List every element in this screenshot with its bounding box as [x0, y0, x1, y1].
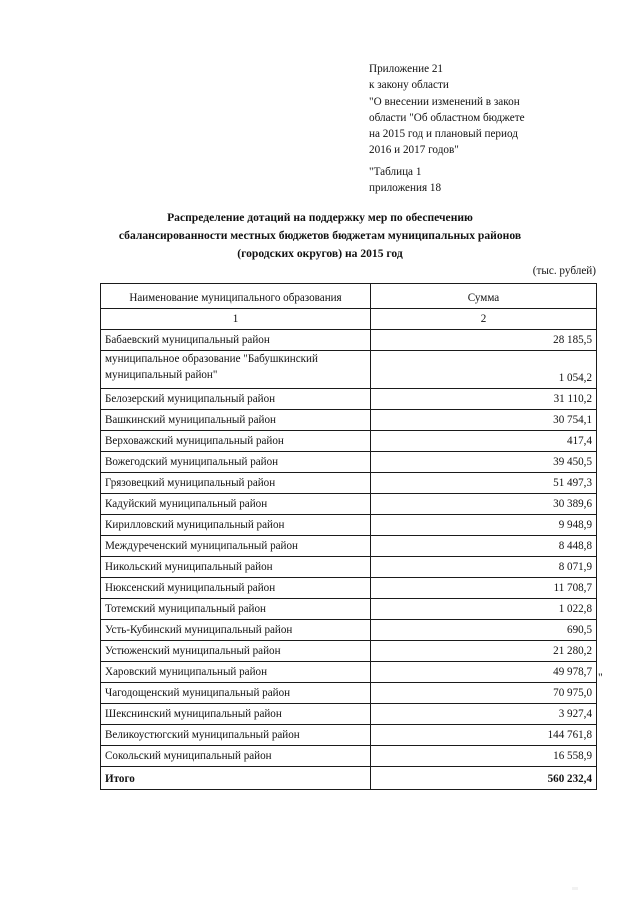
table-row: [101, 389, 597, 410]
municipality-sum: 30 389,6: [371, 494, 597, 515]
municipality-sum: 31 110,2: [371, 389, 597, 410]
municipality-sum: 1 022,8: [371, 599, 597, 620]
column-number-2: 2: [371, 309, 597, 330]
units-note: (тыс. рублей): [532, 265, 596, 277]
table-row: [101, 683, 597, 704]
municipality-sum: 39 450,5: [371, 452, 597, 473]
table-row: [101, 578, 597, 599]
table-row: [101, 536, 597, 557]
municipality-name: Вашкинский муниципальный район: [101, 410, 371, 431]
municipality-name: Усть-Кубинский муниципальный район: [101, 620, 371, 641]
table-row: [101, 473, 597, 494]
table-row: [101, 351, 597, 389]
header-line-appendix: Приложение 21: [369, 63, 444, 75]
municipality-sum: 21 280,2: [371, 641, 597, 662]
page-title: [72, 209, 568, 263]
municipality-sum: 70 975,0: [371, 683, 597, 704]
municipality-name: Верховажский муниципальный район: [101, 431, 371, 452]
municipality-sum: 8 071,9: [371, 557, 597, 578]
title-line-3: (городских округов) на 2015 год: [237, 247, 403, 260]
municipality-sum: 3 927,4: [371, 704, 597, 725]
table-row: [101, 330, 597, 351]
municipality-sum: 16 558,9: [371, 746, 597, 767]
municipality-sum: 49 978,7: [371, 662, 597, 683]
scan-artifact: [572, 887, 578, 890]
title-line-1: Распределение дотаций на поддержку мер по обеспечению: [167, 211, 473, 224]
table-row: [101, 515, 597, 536]
municipality-sum: 28 185,5: [371, 330, 597, 351]
table-row: [101, 746, 597, 767]
municipality-sum: 9 948,9: [371, 515, 597, 536]
municipality-name: Вожегодский муниципальный район: [101, 452, 371, 473]
column-header-1: Наименование муниципального образования: [101, 284, 371, 309]
municipality-name: Тотемский муниципальный район: [101, 599, 371, 620]
table-row: [101, 620, 597, 641]
header-line-table: "Таблица 1: [369, 165, 422, 178]
municipality-name: Бабаевский муниципальный район: [101, 330, 371, 351]
municipality-sum: 1 054,2: [371, 351, 597, 389]
header-line-amend-2: области "Об областном бюджете: [369, 111, 525, 124]
total-sum: 560 232,4: [371, 767, 597, 790]
table-row: [101, 431, 597, 452]
municipality-sum: 144 761,8: [371, 725, 597, 746]
document-header-block: [369, 61, 619, 196]
table-row: [101, 452, 597, 473]
header-line-law: к закону области: [369, 79, 449, 92]
column-number-1: 1: [101, 309, 371, 330]
table-row: [101, 410, 597, 431]
allocation-table-body: [101, 284, 597, 790]
municipality-name: муниципальное образование "Бабушкинский муниципальный район": [101, 351, 371, 389]
allocation-table-wrapper: [100, 283, 596, 790]
municipality-sum: 51 497,3: [371, 473, 597, 494]
header-line-amend-4: 2016 и 2017 годов": [369, 144, 459, 157]
municipality-name: Никольский муниципальный район: [101, 557, 371, 578]
municipality-name: Кирилловский муниципальный район: [101, 515, 371, 536]
municipality-name: Кадуйский муниципальный район: [101, 494, 371, 515]
municipality-sum: 11 708,7: [371, 578, 597, 599]
total-label: Итого: [101, 767, 371, 790]
municipality-sum: 30 754,1: [371, 410, 597, 431]
table-row: [101, 494, 597, 515]
municipality-name: Чагодощенский муниципальный район: [101, 683, 371, 704]
municipality-sum: 690,5: [371, 620, 597, 641]
table-total-row: [101, 767, 597, 790]
header-line-amend-1: "О внесении изменений в закон: [369, 95, 520, 108]
title-line-2: сбалансированности местных бюджетов бюджетам муниципальных районов: [118, 229, 522, 242]
table-row: [101, 704, 597, 725]
table-row: [101, 557, 597, 578]
table-row: [101, 641, 597, 662]
municipality-name: Сокольский муниципальный район: [101, 746, 371, 767]
header-line-amend-3: на 2015 год и плановый период: [369, 128, 518, 141]
table-row: [101, 725, 597, 746]
header-line-table-appendix: приложения 18: [369, 182, 442, 195]
municipality-name: Междуреченский муниципальный район: [101, 536, 371, 557]
municipality-name: Белозерский муниципальный район: [101, 389, 371, 410]
column-header-2: Сумма: [371, 284, 597, 309]
table-row: [101, 662, 597, 683]
municipality-name: Устюженский муниципальный район: [101, 641, 371, 662]
municipality-name: Нюксенский муниципальный район: [101, 578, 371, 599]
table-column-number-row: [101, 309, 597, 330]
table-row: [101, 599, 597, 620]
municipality-name: Харовский муниципальный район: [101, 662, 371, 683]
municipality-name: Грязовецкий муниципальный район: [101, 473, 371, 494]
trailing-quote: ": [598, 672, 603, 684]
municipality-name: Великоустюгский муниципальный район: [101, 725, 371, 746]
municipality-sum: 417,4: [371, 431, 597, 452]
allocation-table: [100, 283, 597, 790]
municipality-sum: 8 448,8: [371, 536, 597, 557]
municipality-name: Шекснинский муниципальный район: [101, 704, 371, 725]
table-header-row: [101, 284, 597, 309]
